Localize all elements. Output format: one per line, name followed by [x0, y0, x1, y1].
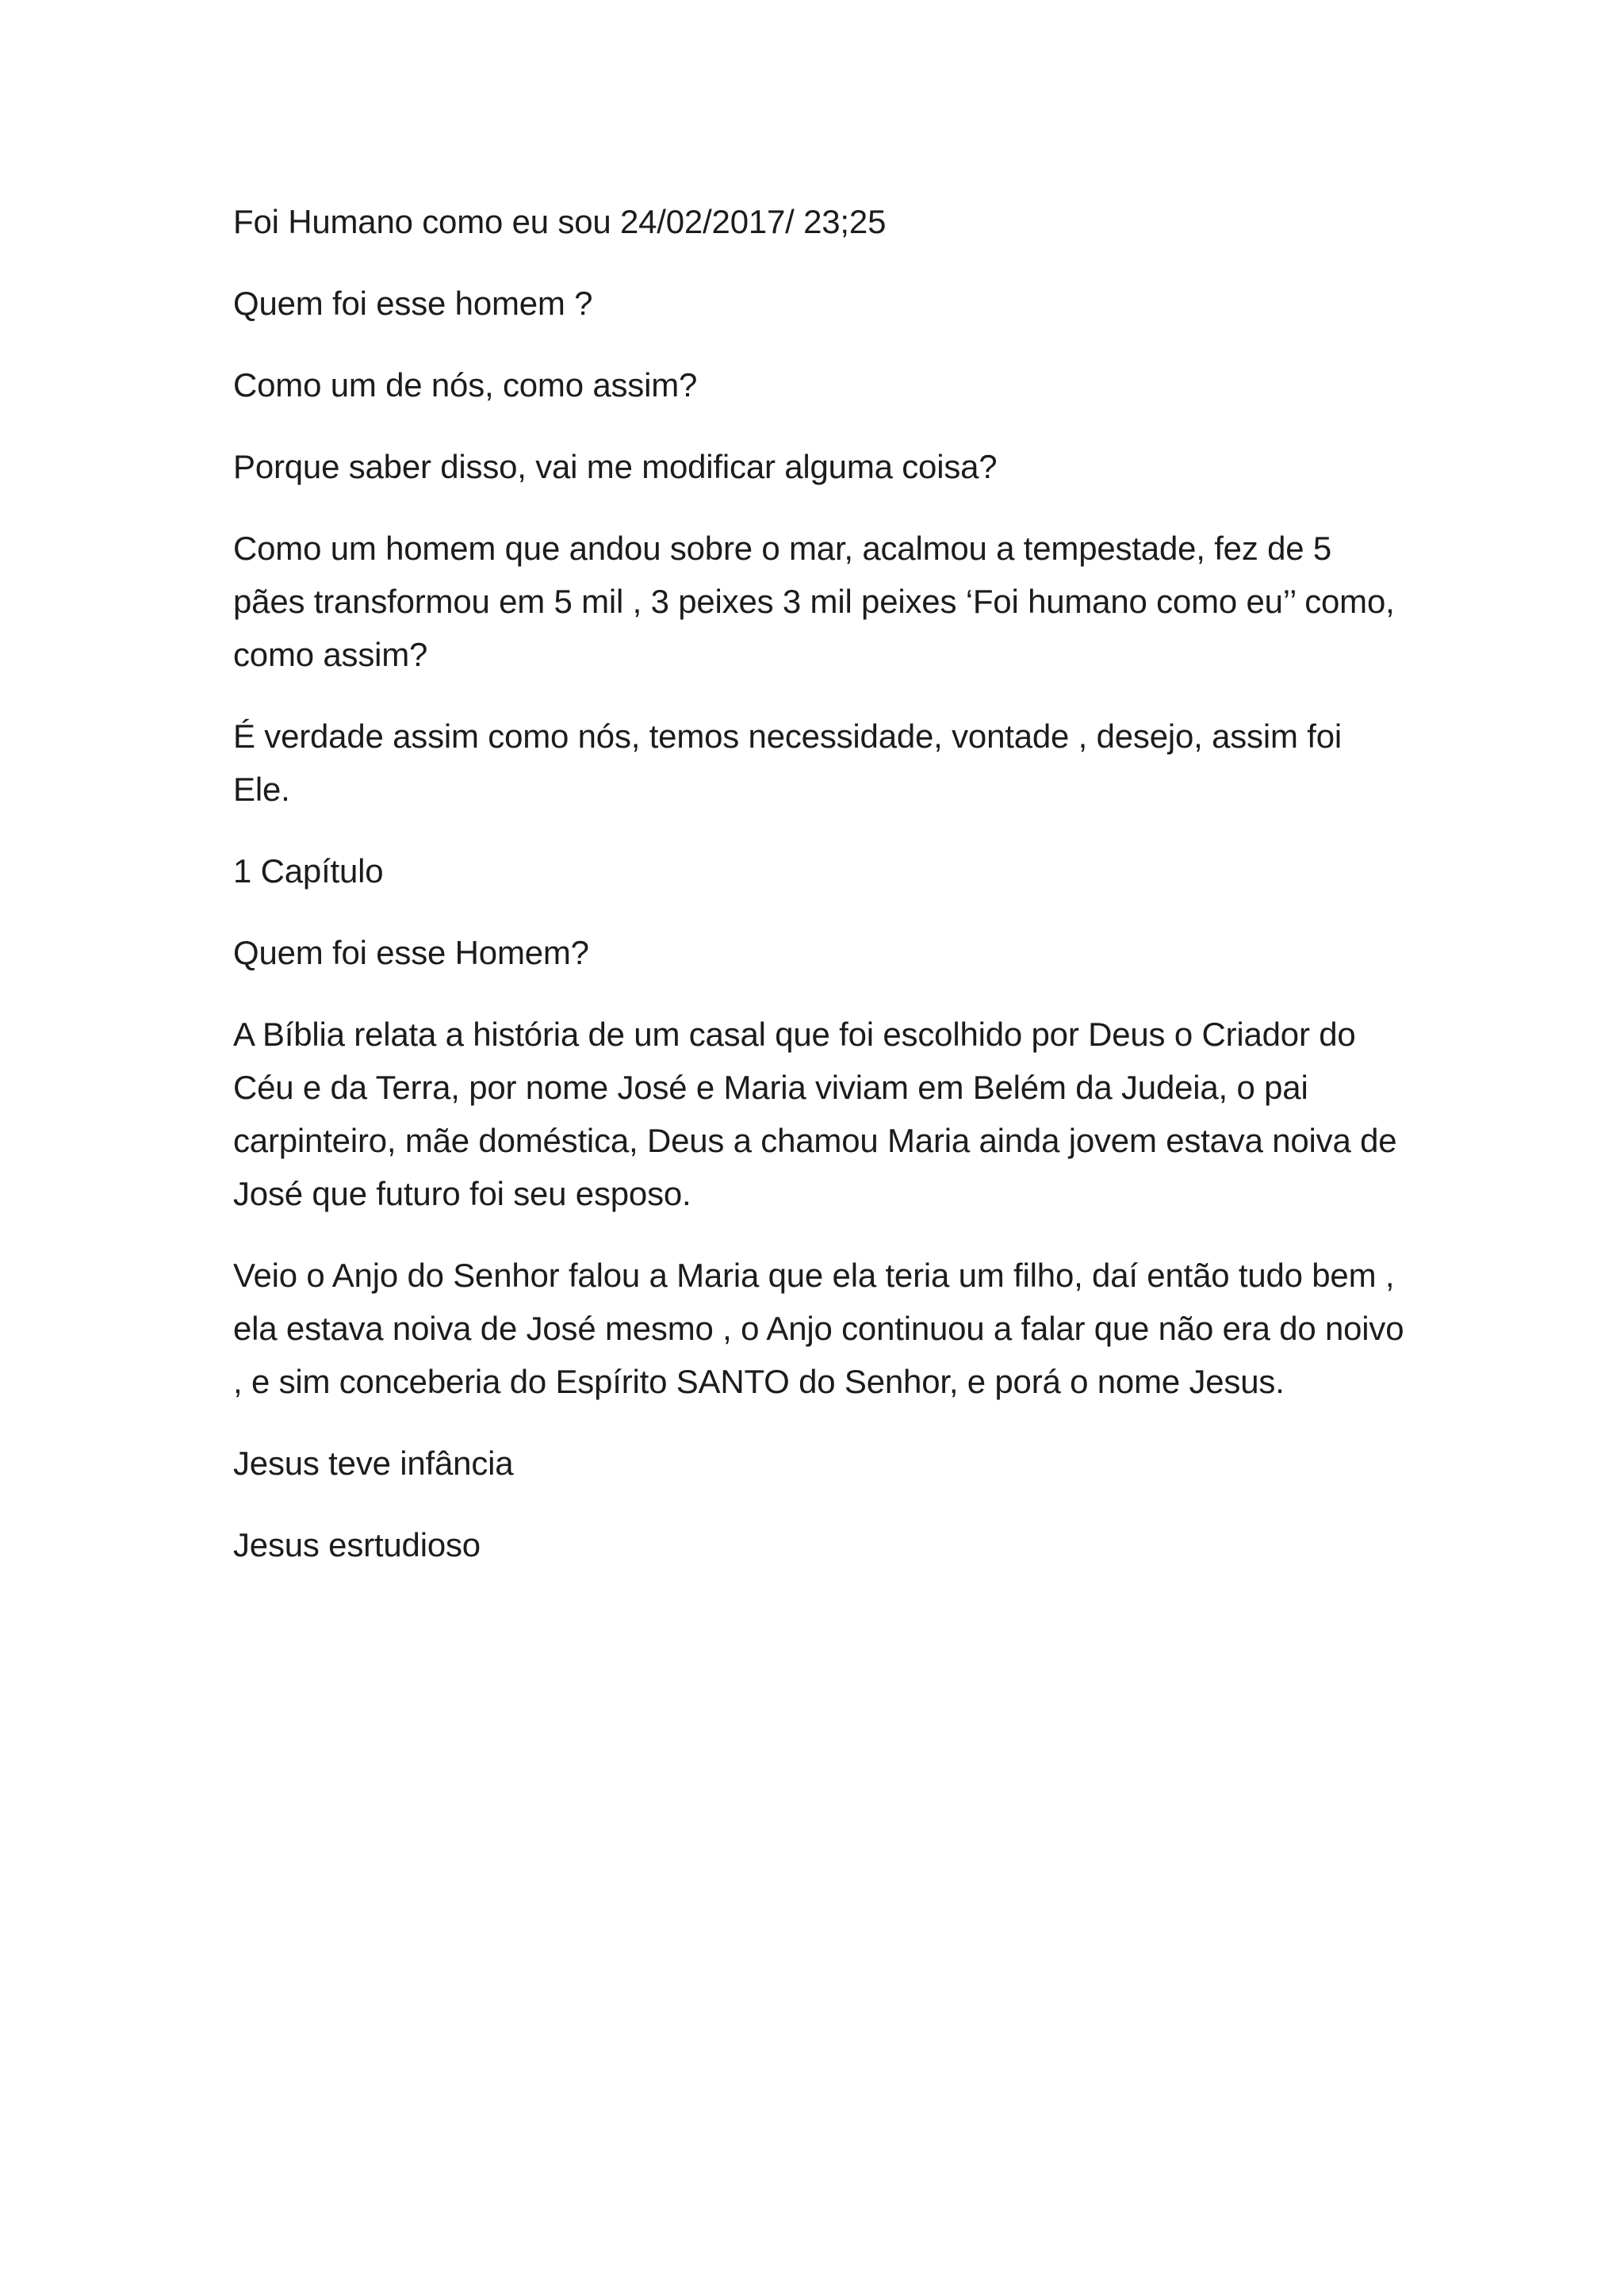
chapter-heading: 1 Capítulo: [233, 852, 384, 890]
paragraph: Jesus esrtudioso: [233, 1526, 481, 1563]
paragraph: Como um homem que andou sobre o mar, acalmou a tempestade, fez de 5 pães transformou em 5 mil , 3 peixes 3 mil peixes ‘Foi humano como eu’’ como, como assim?: [233, 530, 1395, 673]
document-body: [233, 195, 1407, 1600]
document-title-line: Foi Humano como eu sou 24/02/2017/ 23;25: [233, 203, 887, 240]
paragraph: Quem foi esse Homem?: [233, 934, 589, 971]
paragraph: Porque saber disso, vai me modificar alguma coisa?: [233, 448, 998, 485]
paragraph: É verdade assim como nós, temos necessidade, vontade , desejo, assim foi Ele.: [233, 718, 1342, 808]
paragraph: Jesus teve infância: [233, 1445, 514, 1482]
paragraph: Como um de nós, como assim?: [233, 366, 698, 404]
paragraph: Veio o Anjo do Senhor falou a Maria que ela teria um filho, daí então tudo bem , ela estava noiva de José mesmo , o Anjo continuou a falar que não era do noivo , e sim conceberia do Espírito SANTO do Senhor, e porá o nome Jesus.: [233, 1257, 1404, 1400]
paragraph: Quem foi esse homem ?: [233, 285, 593, 322]
paragraph: A Bíblia relata a história de um casal que foi escolhido por Deus o Criador do Céu e da Terra, por nome José e Maria viviam em Belém da Judeia, o pai carpinteiro, mãe doméstica, Deus a chamou Maria ainda jovem estava noiva de José que futuro foi seu esposo.: [233, 1016, 1397, 1212]
